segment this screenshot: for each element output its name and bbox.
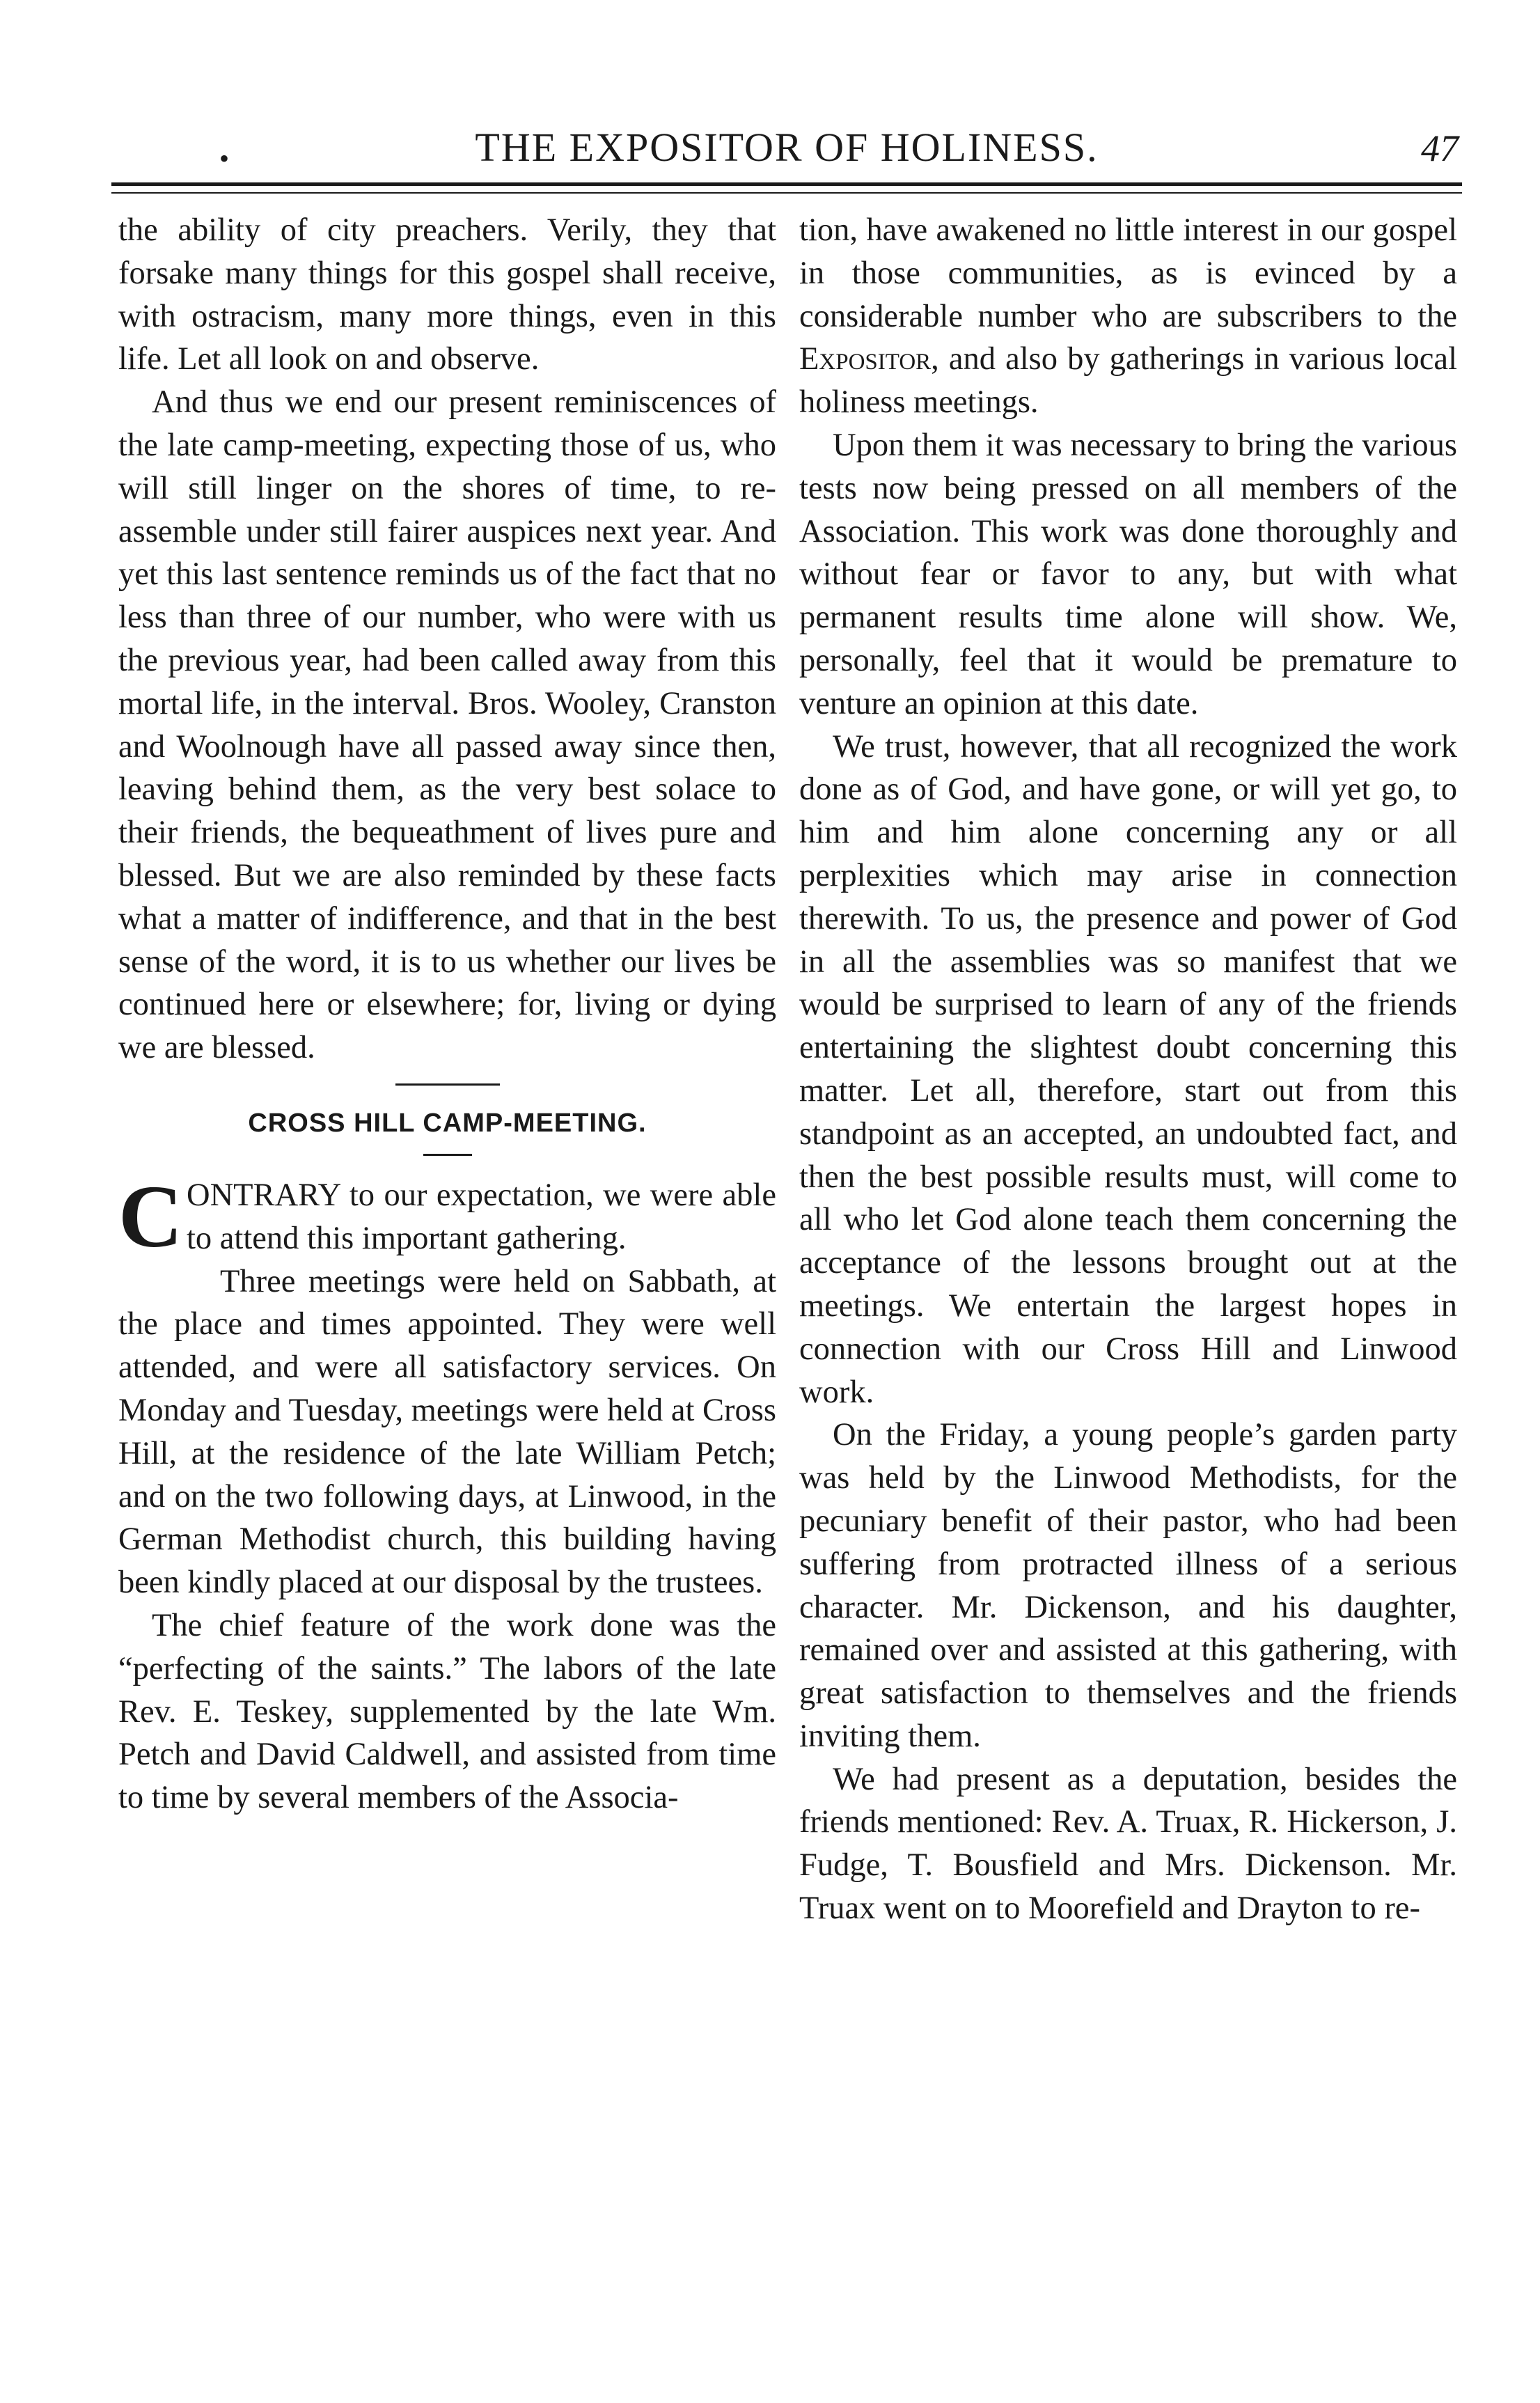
right-paragraph-1-text-a: tion, have awakened no little interest in our gospel in those communities, as is evinced by a considerable number who are subscribers to the: [799, 212, 1457, 334]
running-title: THE EXPOSITOR OF HOLINESS.: [475, 125, 1099, 170]
right-paragraph-1-text-b: , and also by gatherings in various local holiness meetings.: [799, 341, 1457, 421]
section-divider: [395, 1083, 500, 1086]
right-paragraph-4: On the Friday, a young people’s garden party was held by the Linwood Methodists, for the pecuniary benefit of their pastor, who had been suffering from protracted illness of a serious character. Mr. Dickenson, and his daughter, remained over and assisted at this gathering, with great satisfaction to themselves and the friends inviting them.: [799, 1417, 1457, 1754]
left-paragraph-5: The chief feature of the work done was the “perfecting of the saints.” The labors of the late Rev. E. Teskey, supplemented by the late Wm. Petch and David Caldwell, and assisted from time to time by several members of the Associa-: [118, 1607, 776, 1816]
page-number: 47: [1421, 127, 1459, 169]
page-header: [115, 118, 1459, 174]
left-paragraph-3: [118, 1166, 776, 1266]
header-bullet: •: [219, 143, 230, 174]
right-column: [799, 209, 1457, 1930]
left-paragraph-1: the ability of city preachers. Verily, they that forsake many things for this gospel shall receive, with ostracism, many more things, even in this life. Let all look on and observe.: [118, 212, 776, 377]
left-paragraph-2: And thus we end our present reminiscences of the late camp-meeting, expecting those of us, who will still linger on the shores of time, to re-assemble under still fairer auspices next year. And yet this last sentence reminds us of the fact that no less than three of our number, who were with us the previous year, had been called away from this mortal life, in the interval. Bros. Wooley, Cranston and Woolnough have all passed away since then, leaving behind them, as the very best solace to their friends, the bequeathment of lives pure and blessed. But we are also reminded by these facts what a matter of indifference, and that in the best sense of the word, it is to us whether our lives be continued here or elsewhere; for, living or dying we are blessed.: [118, 384, 776, 1066]
right-paragraph-5: We had present as a deputation, besides the friends mentioned: Rev. A. Truax, R. Hickerson, J. Fudge, T. Bousfield and Mrs. Dickenson. Mr. Truax went on to Moorefield and Drayton to re-: [799, 1761, 1457, 1927]
left-column: [118, 209, 776, 1819]
header-rule-thin: [111, 192, 1462, 194]
drop-cap: C: [118, 1166, 183, 1266]
right-paragraph-2: Upon them it was necessary to bring the various tests now being pressed on all members of the Association. This work was done thoroughly and without fear or favor to any, but with what permanent results time alone will show. We, personally, feel that it would be premature to venture an opinion at this date.: [799, 427, 1457, 721]
section-heading: CROSS HILL CAMP-MEETING.: [248, 1108, 647, 1138]
header-rule-thick: [111, 182, 1462, 186]
expositor-name: Expositor: [799, 341, 932, 377]
right-paragraph-1: [799, 209, 1457, 424]
left-paragraph-4: Three meetings were held on Sabbath, at the place and times appointed. They were well attended, and were all satisfactory services. On Monday and Tuesday, meetings were held at Cross Hill, at the residence of the late William Petch; and on the two following days, at Linwood, in the German Methodist church, this building having been kindly placed at our disposal by the trustees.: [118, 1263, 776, 1601]
left-paragraph-3-text: ONTRARY to our expectation, we were able to attend this important gathering.: [187, 1177, 776, 1256]
heading-divider: [423, 1154, 472, 1156]
right-paragraph-3: We trust, however, that all recognized the work done as of God, and have gone, or will yet go, to him and him alone concerning any or all perplexities which may arise in connection therewith. To us, the presence and power of God in all the assemblies was so manifest that we would be surprised to learn of any of the friends entertaining the slightest doubt concerning this matter. Let all, therefore, start out from this standpoint as an accepted, an undoubted fact, and then the best possible results must, will come to all who let God alone teach them concerning the acceptance of the lessons brought out at the meetings. We entertain the largest hopes in connection with our Cross Hill and Linwood work.: [799, 728, 1457, 1410]
